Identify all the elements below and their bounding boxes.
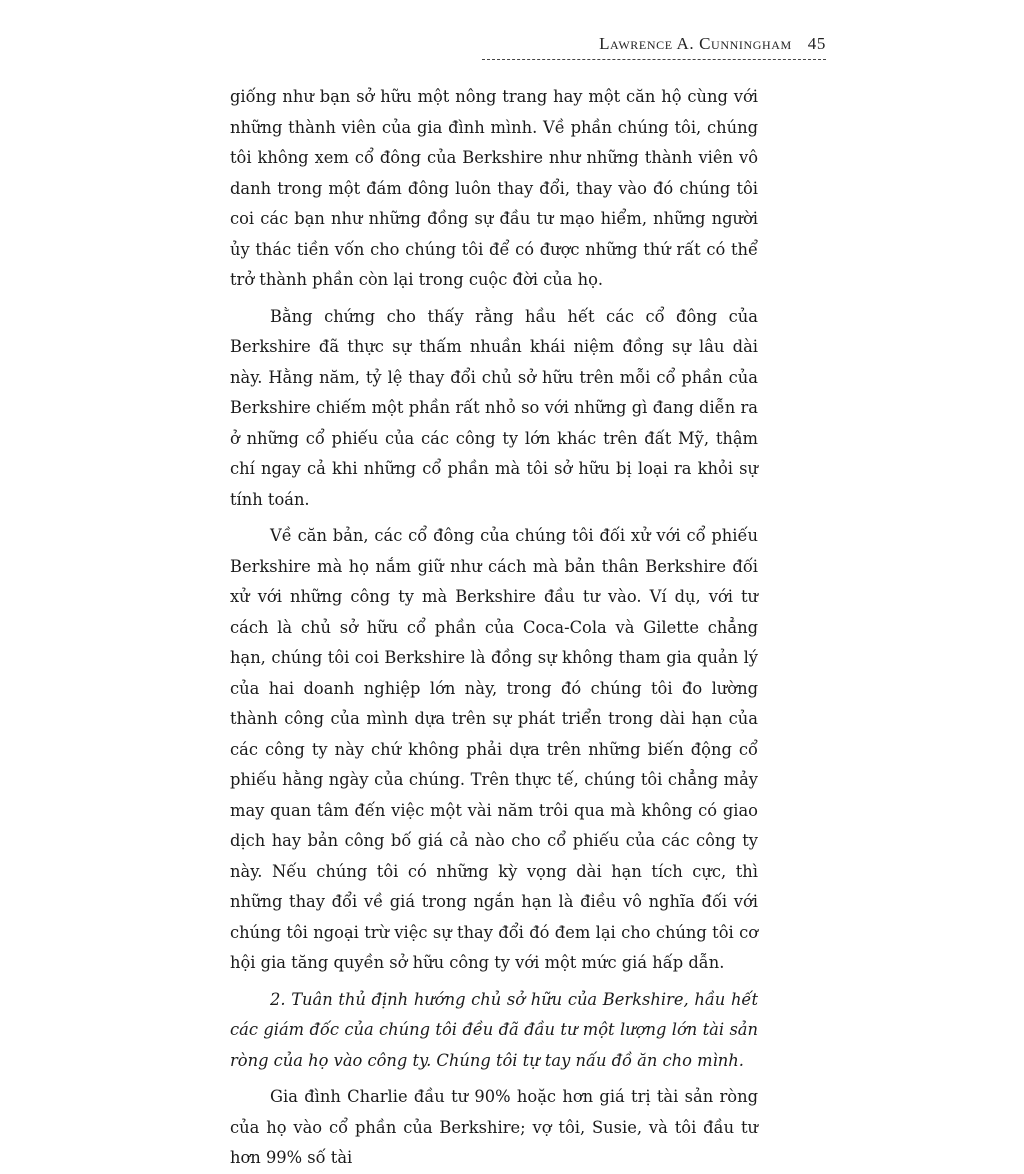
page-number: 45 (807, 34, 826, 53)
paragraph-5: Gia đình Charlie đầu tư 90% hoặc hơn giá trị tài sản ròng của họ vào cổ phần của Berkshire; vợ tôi, Susie, và tôi đầu tư hơn 99% số tài (230, 1087, 758, 1167)
body-text (230, 82, 758, 1174)
paragraph-2: Bằng chứng cho thấy rằng hầu hết các cổ đông của Berkshire đã thực sự thấm nhuần khái niệm đồng sự lâu dài này. Hằng năm, tỷ lệ thay đổi chủ sở hữu trên mỗi cổ phần của Berkshire chiếm một phần rất nhỏ so với những gì đang diễn ra ở những cổ phiếu của các công ty lớn khác trên đất Mỹ, thậm chí ngay cả khi những cổ phần mà tôi sở hữu bị loại ra khỏi sự tính toán. (230, 306, 758, 509)
header-rule (482, 59, 826, 60)
paragraph-1: giống như bạn sở hữu một nông trang hay một căn hộ cùng với những thành viên của gia đình mình. Về phần chúng tôi, chúng tôi không xem cổ đông của Berkshire như những thành viên vô danh trong một đám đông luôn thay đổi, thay vào đó chúng tôi coi các bạn như những đồng sự đầu tư mạo hiểm, những người ủy thác tiền vốn cho chúng tôi để có được những thứ rất có thể trở thành phần còn lại trong cuộc đời của họ. (230, 87, 758, 289)
paragraph-3: Về căn bản, các cổ đông của chúng tôi đối xử với cổ phiếu Berkshire mà họ nắm giữ như cách mà bản thân Berkshire đối xử với những công ty mà Berkshire đầu tư vào. Ví dụ, với tư cách là chủ sở hữu cổ phần của Coca-Cola và Gilette chẳng hạn, chúng tôi coi Berkshire là đồng sự không tham gia quản lý của hai doanh nghiệp lớn này, trong đó chúng tôi đo lường thành công của mình dựa trên sự phát triển trong dài hạn của các công ty này chứ không phải dựa trên những biến động cổ phiếu hằng ngày của chúng. Trên thực tế, chúng tôi chẳng mảy may quan tâm đến việc một vài năm trôi qua mà không có giao dịch hay bản công bố giá cả nào cho cổ phiếu của các công ty này. Nếu chúng tôi có những kỳ vọng dài hạn tích cực, thì những thay đổi về giá trong ngắn hạn là điều vô nghĩa đối với chúng tôi ngoại trừ việc sự thay đổi đó đem lại cho chúng tôi cơ hội gia tăng quyền sở hữu công ty với một mức giá hấp dẫn. (230, 526, 758, 972)
running-head: Lawrence A. Cunningham (599, 34, 792, 53)
page-header (482, 34, 826, 54)
numbered-principle-2: 2. Tuân thủ định hướng chủ sở hữu của Berkshire, hầu hết các giám đốc của chúng tôi đều đã đầu tư một lượng lớn tài sản ròng của họ vào công ty. Chúng tôi tự tay nấu đồ ăn cho mình. (230, 989, 758, 1070)
